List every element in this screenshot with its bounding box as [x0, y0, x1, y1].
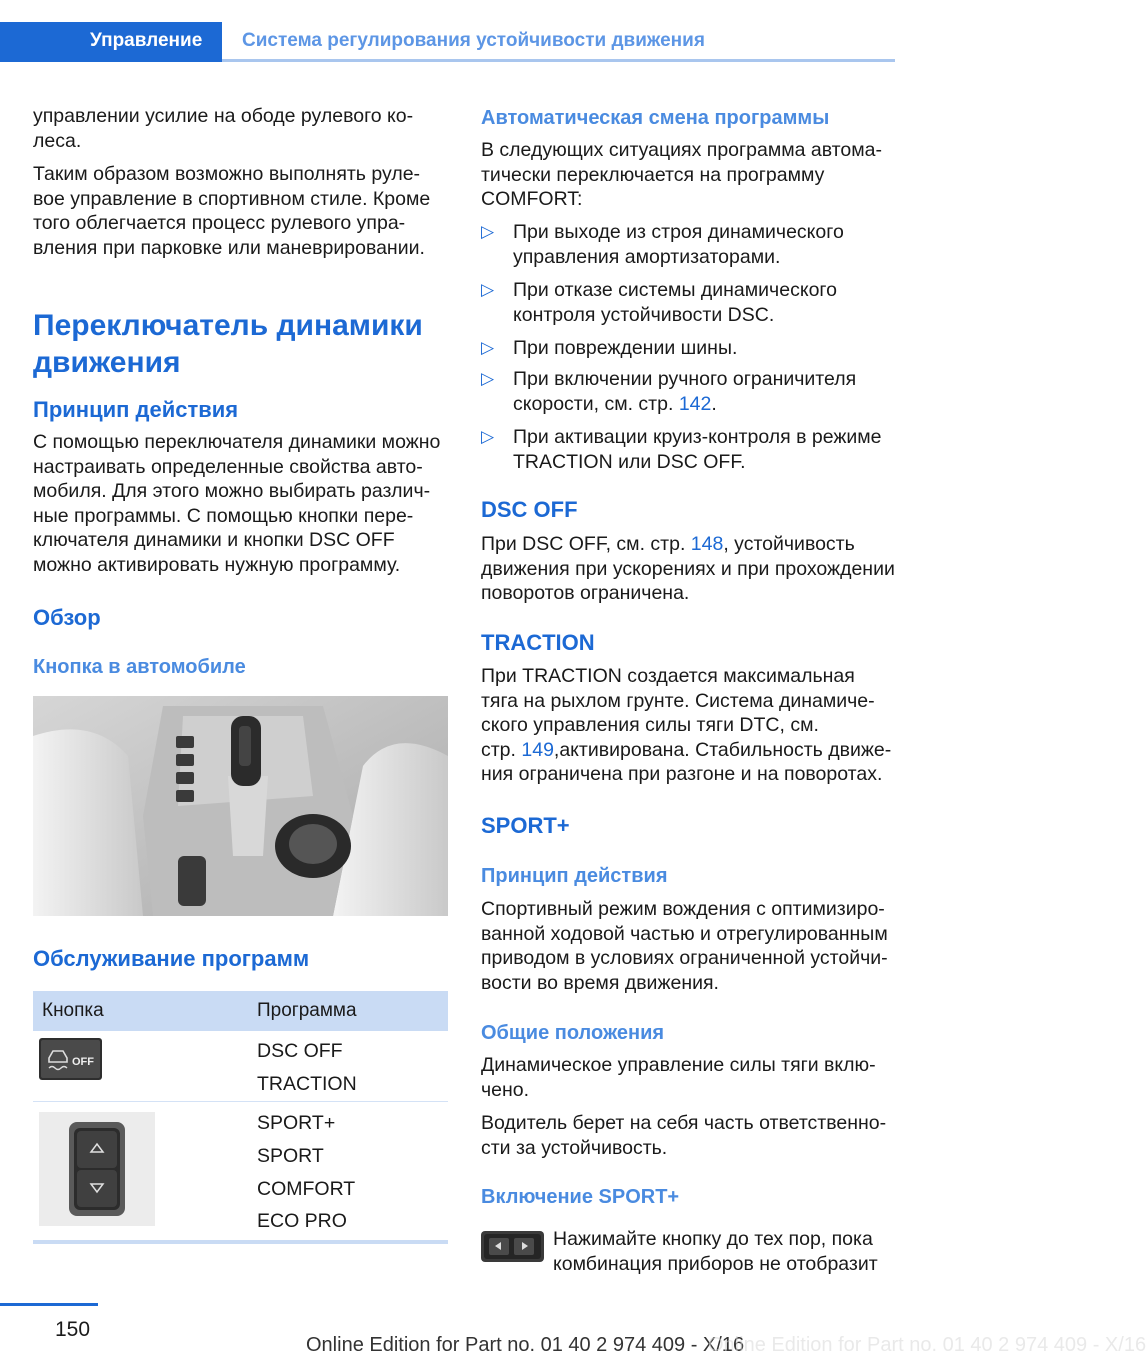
dsc-icon-label: OFF: [72, 1056, 94, 1068]
text-line: ключателя динамики и кнопки DSC OFF: [33, 529, 395, 551]
text-line: [481, 738, 901, 763]
subheading-button-in-car: Кнопка в автомобиле: [33, 656, 246, 678]
center-console-photo: [33, 696, 448, 916]
section-heading-driving-dynamics: [33, 307, 423, 381]
column-header-program: Программа: [257, 1000, 357, 1021]
subheading-principle: Принцип действия: [33, 397, 239, 422]
paragraph-sport-style: [33, 162, 453, 260]
text-line: ния ограничена при разгоне и на поворотах.: [481, 763, 883, 785]
text-line: тяга на рыхлом грунте. Система динамиче-: [481, 689, 875, 712]
text-line: леса.: [33, 129, 82, 152]
page-link-142[interactable]: 142: [678, 392, 712, 415]
text-line: Динамическое управление силы тяги вклю-: [481, 1054, 876, 1076]
text-span: стр.: [481, 738, 522, 761]
text-line: настраивать определенные свойства авто-: [33, 455, 423, 478]
heading-line: Переключатель динамики: [33, 309, 423, 342]
header-rule: [222, 59, 895, 62]
subheading-overview: Обзор: [33, 605, 101, 630]
subheading-programs: Обслуживание программ: [33, 946, 310, 971]
text-line: можно активировать нужную программу.: [33, 553, 401, 576]
text-span: .: [711, 392, 717, 415]
subheading-sport-plus: SPORT+: [481, 813, 570, 838]
text-line: TRACTION или DSC OFF.: [513, 450, 746, 473]
heading-line: движения: [33, 346, 181, 379]
text-line: ского управления силы тяги DTC, см.: [481, 714, 819, 736]
text-line: ванной ходовой частью и отрегулированным: [481, 922, 888, 945]
paragraph-sport-plus: [481, 897, 901, 995]
text-line: С помощью переключателя динамики можно: [33, 431, 441, 453]
text-line: Таким образом возможно выполнять руле-: [33, 163, 421, 185]
subheading-enable-sport-plus: Включение SPORT+: [481, 1186, 680, 1208]
dsc-off-button-icon: [39, 1038, 102, 1080]
page-link-148[interactable]: 148: [690, 533, 724, 555]
bullet-triangle-icon: ▷: [481, 338, 495, 357]
text-line: чено.: [481, 1078, 530, 1101]
sport-plus-switch-icon: [481, 1231, 544, 1262]
section-tab[interactable]: [0, 22, 222, 62]
subheading-general: Общие положения: [481, 1022, 665, 1044]
text-span: скорости, см. стр.: [513, 392, 679, 415]
text-line: ные программы. С помощью кнопки пере-: [33, 504, 414, 527]
text-span: При DSC OFF, см. стр.: [481, 533, 691, 555]
text-line: вости во время движения.: [481, 971, 719, 994]
text-line: При активации круиз-контроля в режиме: [513, 426, 882, 448]
text-line: При выходе из строя динамического: [513, 221, 844, 243]
text-line: управлении усилие на ободе рулевого ко-: [33, 105, 414, 127]
text-line: мобиля. Для этого можно выбирать различ-: [33, 480, 431, 502]
table-bottom-rule: [33, 1240, 448, 1244]
text-span: ,активирована. Стабильность движе-: [553, 738, 892, 761]
subheading-sport-principle: Принцип действия: [481, 865, 668, 887]
table-cell: SPORT+: [257, 1112, 336, 1134]
text-line: того облегчается процесс рулевого упра-: [33, 212, 406, 234]
edition-info: Online Edition for Part no. 01 40 2 974 409 - X/16: [306, 1334, 745, 1356]
page-number: 150: [55, 1318, 91, 1341]
subheading-auto-change: Автоматическая смена программы: [481, 107, 830, 129]
table-row-divider: [33, 1101, 448, 1102]
text-line: поворотов ограничена.: [481, 582, 690, 604]
paragraph-traction: [481, 664, 901, 787]
footer-rule: [0, 1303, 98, 1306]
text-line: движения при ускорениях и при прохождении: [481, 557, 895, 580]
paragraph-enable-sport-plus: [553, 1227, 898, 1276]
paragraph-principle: [33, 430, 453, 577]
text-line: тически переключается на программу: [481, 163, 825, 186]
text-line: [513, 392, 893, 417]
watermark: Online Edition for Part no. 01 40 2 974 409 - X/16: [708, 1334, 1146, 1356]
text-line: COMFORT:: [481, 188, 583, 210]
text-line: сти за устойчивость.: [481, 1136, 668, 1159]
bullet-triangle-icon: ▷: [481, 280, 495, 299]
text-line: вления при парковке или маневрировании.: [33, 236, 425, 259]
text-line: [481, 532, 901, 557]
bullet-triangle-icon: ▷: [481, 427, 495, 446]
text-line: Водитель берет на себя часть ответственно-: [481, 1112, 887, 1134]
subheading-traction: TRACTION: [481, 630, 595, 655]
text-line: При повреждении шины.: [513, 337, 738, 359]
paragraph-dsc-off: [481, 532, 901, 606]
section-tab-label: Управление: [90, 30, 203, 51]
paragraph-general-2: [481, 1111, 901, 1160]
table-cell: SPORT: [257, 1145, 324, 1167]
driving-dynamics-switch-icon: [39, 1112, 155, 1226]
table-cell: ECO PRO: [257, 1210, 347, 1232]
text-line: управления амортизаторами.: [513, 245, 781, 268]
text-line: При включении ручного ограничителя: [513, 368, 857, 390]
bullet-triangle-icon: ▷: [481, 222, 495, 241]
text-line: В следующих ситуациях программа автома-: [481, 139, 882, 161]
text-span: , устойчивость: [723, 533, 855, 555]
chapter-title[interactable]: Система регулирования устойчивости движения: [242, 30, 705, 51]
table-cell: DSC OFF: [257, 1040, 343, 1062]
text-line: Спортивный режим вождения с оптимизиро-: [481, 898, 885, 920]
table-cell: COMFORT: [257, 1178, 356, 1200]
text-line: вое управление в спортивном стиле. Кроме: [33, 187, 431, 210]
paragraph-auto-change: [481, 138, 901, 212]
text-line: комбинация приборов не отобразит: [553, 1252, 878, 1275]
text-line: приводом в условиях ограниченной устойчи-: [481, 947, 888, 969]
table-header: [33, 991, 448, 1031]
text-line: При TRACTION создается максимальная: [481, 665, 855, 687]
paragraph-steering: [33, 104, 453, 153]
bullet-triangle-icon: ▷: [481, 369, 495, 388]
column-header-button: Кнопка: [42, 1000, 104, 1021]
text-line: Нажимайте кнопку до тех пор, пока: [553, 1228, 873, 1250]
text-line: При отказе системы динамического: [513, 279, 837, 301]
paragraph-general-1: [481, 1053, 901, 1102]
table-cell: TRACTION: [257, 1073, 357, 1095]
page-link-149[interactable]: 149: [521, 738, 554, 761]
text-line: контроля устойчивости DSC.: [513, 303, 775, 326]
subheading-dsc-off: DSC OFF: [481, 497, 578, 522]
